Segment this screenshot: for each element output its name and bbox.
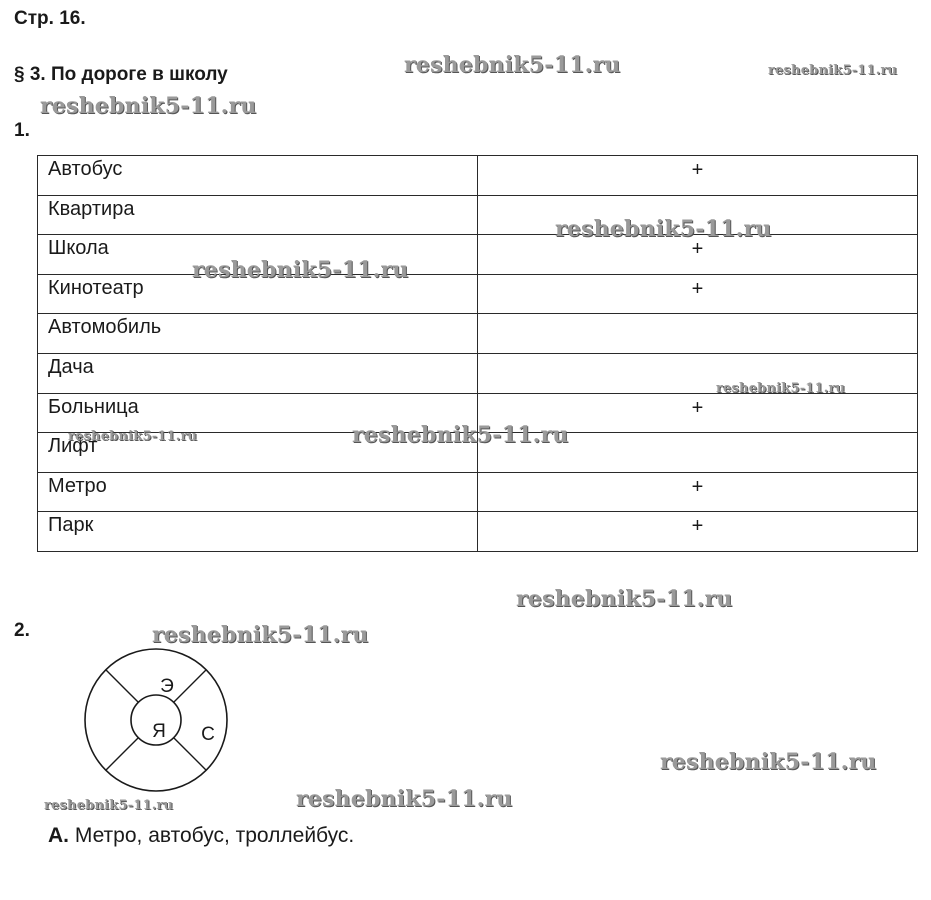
word-cell: Дача <box>38 353 478 393</box>
word-cell: Автобус <box>38 156 478 196</box>
mark-cell <box>478 353 918 393</box>
mark-cell <box>478 314 918 354</box>
mark-cell: + <box>478 274 918 314</box>
circle-diagram <box>82 646 230 794</box>
answer-letter: А. <box>48 824 69 847</box>
table-row <box>38 472 918 512</box>
answer-text: Метро, автобус, троллейбус. <box>69 824 355 847</box>
section-title: § 3. По дороге в школу <box>14 64 228 85</box>
word-cell: Квартира <box>38 195 478 235</box>
word-cell: Лифт <box>38 433 478 473</box>
divider-line <box>106 738 139 771</box>
watermark: reshebnik5-11.ru <box>516 586 733 612</box>
watermark: reshebnik5-11.ru <box>192 257 409 283</box>
word-cell: Метро <box>38 472 478 512</box>
watermark: reshebnik5-11.ru <box>352 422 569 448</box>
watermark: reshebnik5-11.ru <box>404 52 621 78</box>
mark-cell: + <box>478 156 918 196</box>
page-label: Стр. 16. <box>14 8 86 29</box>
table-row <box>38 274 918 314</box>
word-cell: Больница <box>38 393 478 433</box>
watermark: reshebnik5-11.ru <box>716 381 846 396</box>
word-cell: Автомобиль <box>38 314 478 354</box>
task-2-number: 2. <box>14 620 30 641</box>
table-row <box>38 235 918 275</box>
mark-cell: + <box>478 393 918 433</box>
watermark: reshebnik5-11.ru <box>555 216 772 242</box>
task-1-number: 1. <box>14 120 30 141</box>
mark-cell: + <box>478 235 918 275</box>
watermark: reshebnik5-11.ru <box>68 429 198 444</box>
table-row <box>38 512 918 552</box>
word-cell: Парк <box>38 512 478 552</box>
watermark: reshebnik5-11.ru <box>296 786 513 812</box>
divider-line <box>106 670 139 703</box>
watermark: reshebnik5-11.ru <box>660 749 877 775</box>
table-row <box>38 195 918 235</box>
divider-line <box>174 670 207 703</box>
watermark: reshebnik5-11.ru <box>44 798 174 813</box>
table-row <box>38 314 918 354</box>
mark-cell: + <box>478 512 918 552</box>
watermark: reshebnik5-11.ru <box>152 622 369 648</box>
table-row <box>38 156 918 196</box>
watermark: reshebnik5-11.ru <box>768 63 898 78</box>
diagram-center-label: Я <box>152 721 166 742</box>
mark-cell: + <box>478 472 918 512</box>
task-1-table <box>37 155 918 552</box>
diagram-right-label: С <box>201 724 215 745</box>
diagram-top-label: Э <box>160 676 174 697</box>
word-cell: Кинотеатр <box>38 274 478 314</box>
watermark: reshebnik5-11.ru <box>40 93 257 119</box>
word-cell: Школа <box>38 235 478 275</box>
task-2-answer <box>48 824 354 848</box>
